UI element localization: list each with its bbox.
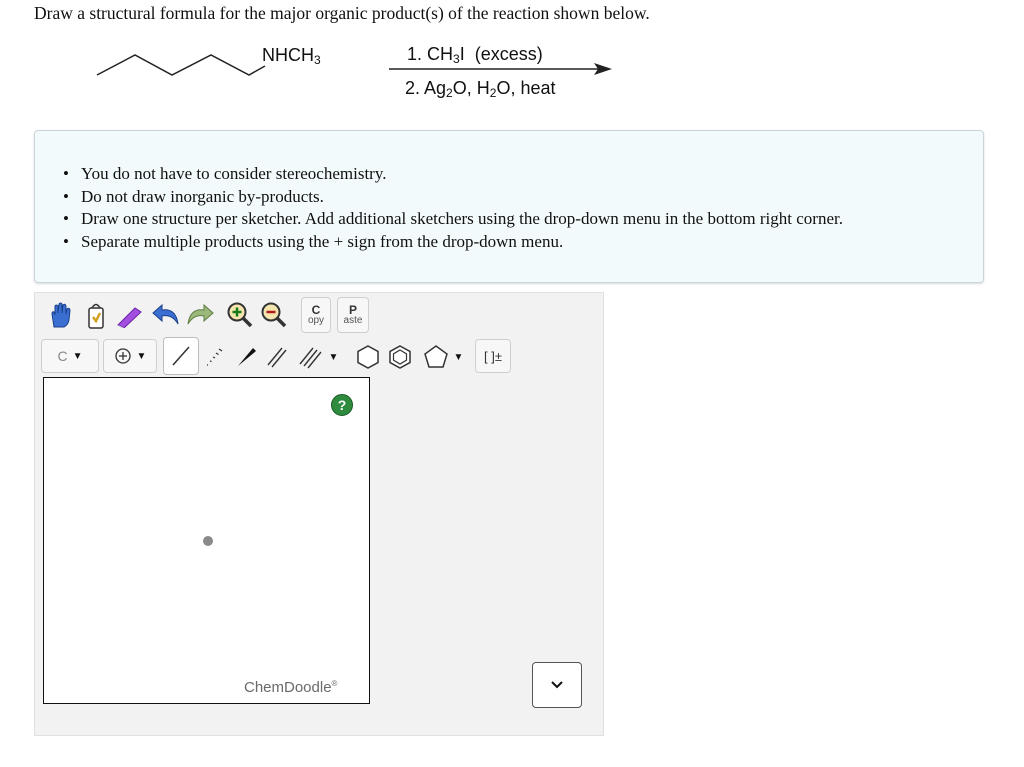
triple-bond-icon: [298, 345, 324, 369]
instruction-item: • You do not have to consider stereochemistry.: [81, 163, 843, 186]
instructions-list: [81, 163, 843, 253]
hand-icon: [47, 301, 73, 329]
cyclohexane-tool[interactable]: [351, 341, 385, 373]
copy-label-top: C: [311, 303, 321, 317]
drawing-canvas[interactable]: [43, 377, 370, 704]
redo-icon: [185, 302, 215, 328]
chevron-down-icon: ▼: [72, 350, 83, 362]
chevron-down-icon: [550, 680, 564, 690]
ring-dropdown[interactable]: [417, 341, 469, 373]
reagent-step-1: 1. $CH_3I$ (excess): [407, 44, 543, 66]
cyclopentane-icon: [423, 344, 449, 370]
copy-label-bottom: opy: [307, 315, 325, 326]
instructions-panel: [34, 130, 984, 283]
chevron-down-icon: ▼: [453, 351, 464, 363]
single-bond-tool[interactable]: [163, 337, 199, 375]
paste-label-top: P: [348, 303, 357, 317]
erase-button[interactable]: [115, 299, 145, 331]
clear-button[interactable]: [81, 299, 111, 331]
instruction-item: • Separate multiple products using the + sign from the drop-down menu.: [81, 231, 843, 254]
chevron-down-icon: ▼: [328, 351, 339, 363]
instruction-item: • Do not draw inorganic by-products.: [81, 186, 843, 209]
redo-button[interactable]: [185, 299, 215, 331]
instruction-item: • Draw one structure per sketcher. Add additional sketchers using the drop-down menu in the bottom right corner.: [81, 208, 843, 231]
wedge-bond-tool[interactable]: [231, 341, 263, 373]
canvas-cursor-dot: [203, 536, 213, 546]
carbon-chain-skeleton: [97, 55, 265, 75]
zoom-out-icon: [260, 301, 288, 329]
chemdoodle-sketcher: [34, 292, 604, 736]
copy-button[interactable]: [301, 297, 331, 333]
atom-label-text: C: [57, 348, 68, 364]
zoom-in-icon: [226, 301, 254, 329]
amine-group-label: $NHCH_3$: [262, 45, 321, 67]
chevron-down-icon: ▼: [136, 350, 147, 362]
charge-dropdown[interactable]: [103, 339, 157, 373]
atom-label-dropdown[interactable]: [41, 339, 99, 373]
zoom-in-button[interactable]: [225, 299, 255, 331]
reagent-step-2: 2. $Ag_2O$, $H_2O$, heat: [405, 78, 556, 100]
wedge-bond-icon: [235, 345, 259, 369]
question-prompt: Draw a structural formula for the major organic product(s) of the reaction shown below.: [34, 3, 650, 23]
paste-label-bottom: aste: [343, 315, 363, 326]
double-bond-icon: [265, 345, 289, 369]
trash-icon: [84, 300, 108, 330]
benzene-icon: [387, 344, 413, 370]
hashed-bond-icon: [203, 345, 227, 369]
zoom-out-button[interactable]: [259, 299, 289, 331]
hand-tool-button[interactable]: [45, 299, 75, 331]
chemdoodle-logo: ChemDoodle®: [244, 679, 338, 696]
add-sketcher-dropdown[interactable]: [532, 662, 582, 708]
double-bond-tool[interactable]: [261, 341, 293, 373]
bracket-tool[interactable]: [475, 339, 511, 373]
cyclohexane-icon: [355, 344, 381, 370]
single-bond-icon: [169, 344, 193, 368]
reaction-scheme: [0, 0, 1024, 120]
benzene-tool[interactable]: [383, 341, 417, 373]
hashed-bond-tool[interactable]: [199, 341, 231, 373]
paste-button[interactable]: [337, 297, 369, 333]
charge-plus-icon: [114, 347, 132, 365]
eraser-icon: [115, 302, 145, 328]
triple-bond-dropdown[interactable]: [293, 341, 343, 373]
bracket-label: [ ]±: [484, 348, 502, 364]
undo-button[interactable]: [151, 299, 181, 331]
help-button[interactable]: ?: [331, 394, 353, 416]
undo-icon: [151, 302, 181, 328]
